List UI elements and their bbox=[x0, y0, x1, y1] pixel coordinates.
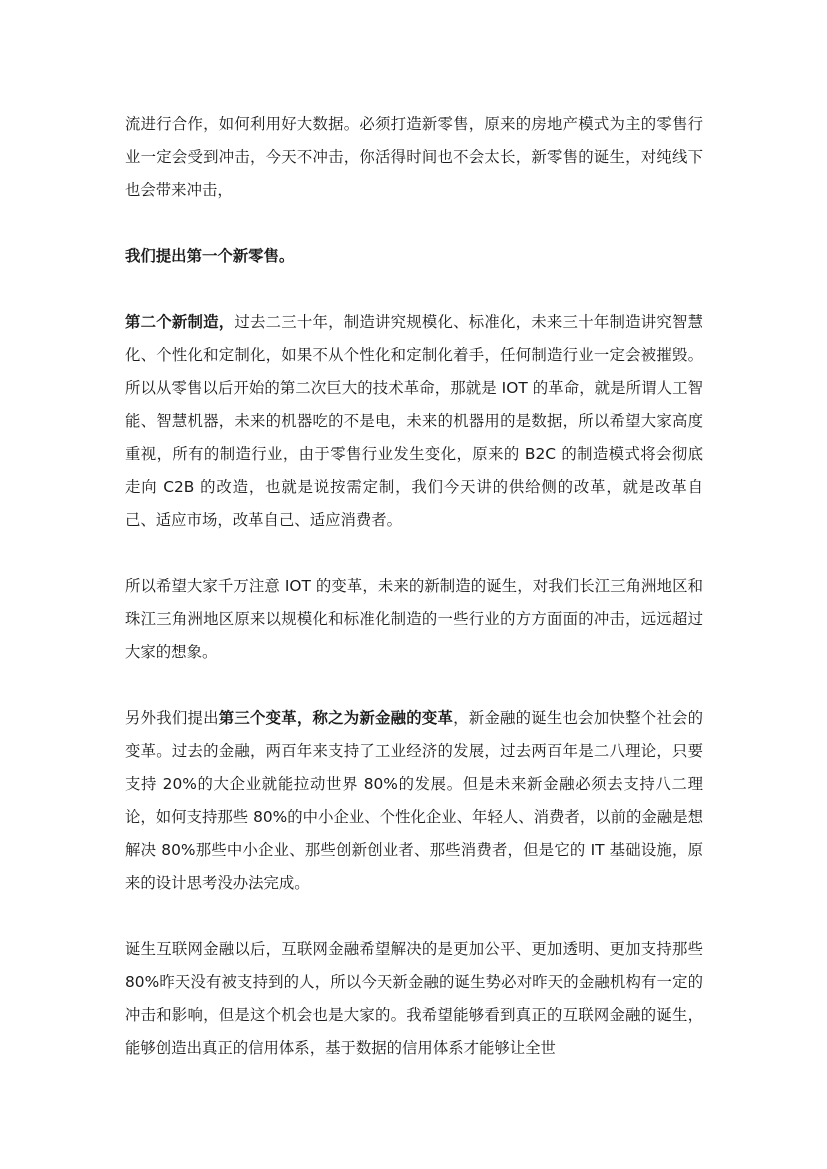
document-page bbox=[125, 108, 703, 1098]
paragraph-4 bbox=[125, 570, 703, 669]
paragraph-3-text: 过去二三十年，制造讲究规模化、标准化，未来三十年制造讲究智慧化、个性化和定制化，如果不从个性化和定制化着手，任何制造行业一定会被摧毁。所以从零售以后开始的第二次巨大的技术革命，那就是 IOT 的革命，就是所谓人工智能、智慧机器，未来的机器吃的不是电，未来的机器用的是数据，所以希望大家高度重视，所有的制造行业，由于零售行业发生变化，原来的 B2C 的制造模式将会彻底走向 C2B 的改造，也就是说按需定制，我们今天讲的供给侧的改革，就是改革自己、适应市场，改革自己、适应消费者。 bbox=[125, 313, 703, 529]
paragraph-3 bbox=[125, 306, 703, 537]
paragraph-2-heading bbox=[125, 240, 703, 273]
paragraph-5 bbox=[125, 702, 703, 900]
paragraph-5-bold: 第三个变革，称之为新金融的变革 bbox=[218, 709, 454, 727]
paragraph-5-pre: 另外我们提出 bbox=[125, 709, 219, 727]
paragraph-5-text: ，新金融的诞生也会加快整个社会的变革。过去的金融，两百年来支持了工业经济的发展，过去两百年是二八理论，只要支持 20%的大企业就能拉动世界 80%的发展。但是未来新金融必须去支持八二理论，如何支持那些 80%的中小企业、个性化企业、年轻人、消费者，以前的金融是想解决 80%那些中小企业、那些创新创业者、那些消费者，但是它的 IT 基础设施，原来的设计思考没办法完成。 bbox=[125, 709, 703, 892]
paragraph-4-text: 所以希望大家千万注意 IOT 的变革，未来的新制造的诞生，对我们长江三角洲地区和珠江三角洲地区原来以规模化和标准化制造的一些行业的方方面面的冲击，远远超过大家的想象。 bbox=[125, 577, 703, 661]
paragraph-1 bbox=[125, 108, 703, 207]
paragraph-1-text: 流进行合作，如何利用好大数据。必须打造新零售，原来的房地产模式为主的零售行业一定会受到冲击，今天不冲击，你活得时间也不会太长，新零售的诞生，对纯线下也会带来冲击， bbox=[125, 115, 703, 199]
paragraph-2-text: 我们提出第一个新零售。 bbox=[125, 247, 295, 265]
paragraph-6 bbox=[125, 933, 703, 1065]
paragraph-3-bold-lead: 第二个新制造， bbox=[125, 313, 235, 331]
paragraph-6-text: 诞生互联网金融以后，互联网金融希望解决的是更加公平、更加透明、更加支持那些 80%昨天没有被支持到的人，所以今天新金融的诞生势必对昨天的金融机构有一定的冲击和影响，但是这个机会也是大家的。我希望能够看到真正的互联网金融的诞生，能够创造出真正的信用体系，基于数据的信用体系才能够让全世 bbox=[125, 940, 703, 1057]
